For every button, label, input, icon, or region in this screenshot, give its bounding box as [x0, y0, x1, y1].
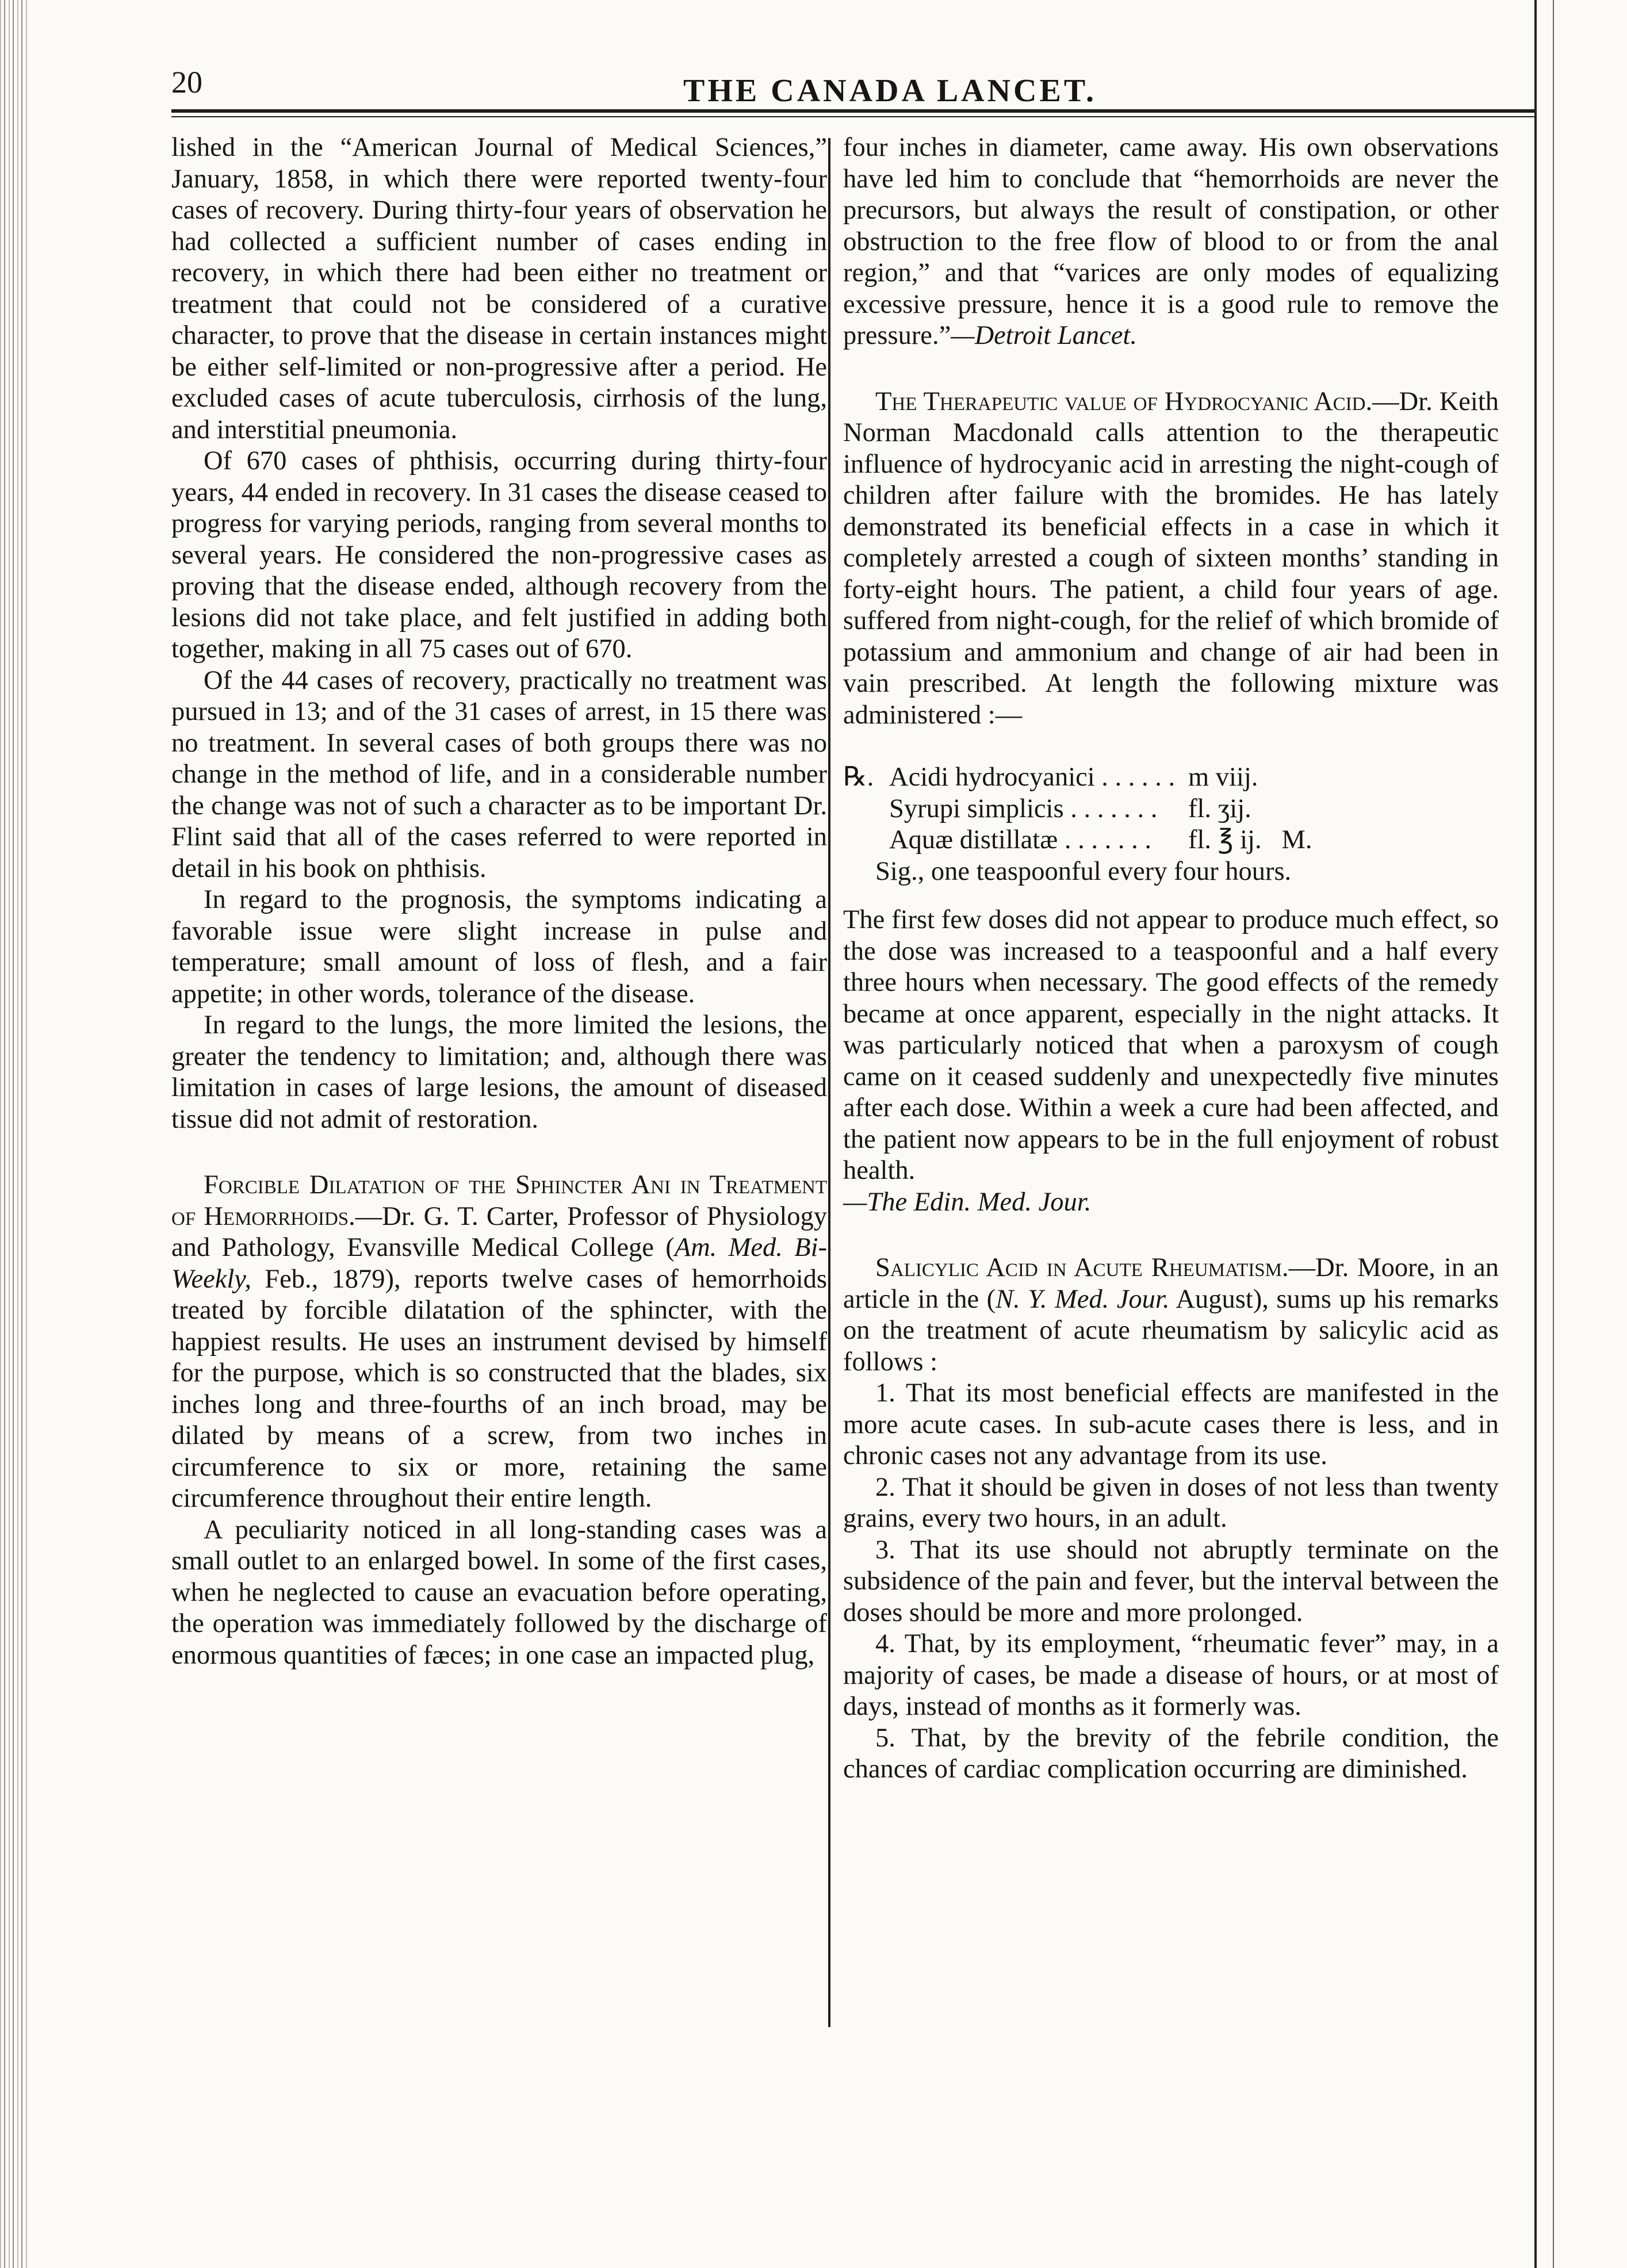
page-binding-edge — [0, 0, 28, 2268]
drug-name: Acidi hydrocyanici . . . . . . — [889, 763, 1176, 792]
drug-dose: m viij. — [1188, 763, 1258, 792]
paragraph-text: four inches in diameter, came away. His own observations have led him to conclude that “hemorrhoids are never the precursors, but always the result of constipation, or other obstruction to the free flow of blood to or from the anal region,” and that “varices are only modes of equalizing excessive pressure, hence it is a good rule to remove the pressure.” — [843, 133, 1499, 350]
running-title: THE CANADA LANCET. — [683, 73, 1097, 109]
article-hydrocyanic — [843, 386, 1499, 731]
list-item: 1. That its most beneficial effects are manifested in the more acute cases. In sub-acute cases there is less, and in chronic cases not any advantage from its use. — [843, 1378, 1499, 1470]
list-item: 2. That it should be given in doses of not less than twenty grains, every two hours, in an adult. — [843, 1472, 1499, 1533]
article-text: August), sums up his remarks on the treatment of acute rheumatism by salicylic acid as follows : — [843, 1284, 1499, 1377]
paragraph-continued — [843, 132, 1499, 352]
citation: Am. Med. Bi-Weekly, — [171, 1233, 827, 1294]
column-divider — [828, 138, 830, 2027]
drug-dose: fl. ℥ ij. M. — [1188, 825, 1312, 855]
paragraph: A peculiarity noticed in all long-standing cases was a small outlet to an enlarged bowel. In some of the first cases, when he neglected to cause an evacuation before operating, the operation was immediately followed by the discharge of enormous quantities of fæces; in one case an impacted plug, — [171, 1515, 827, 1670]
right-page-edge-line-outer — [1553, 0, 1554, 2268]
page-number: 20 — [171, 65, 202, 99]
paragraph: In regard to the lungs, the more limited the lesions, the greater the tendency to limitation; and, although there was limitation in cases of large lesions, the amount of diseased tissue did not admit of restoration. — [171, 1010, 827, 1134]
recipe-symbol: ℞. — [843, 763, 874, 792]
article-text: —Dr. G. T. Carter, Professor of Physiology and Pathology, Evansville Medical College ( — [171, 1201, 827, 1262]
article-text: —Dr. Keith Norman Macdonald calls attention to the therapeutic influence of hydrocyanic acid in arresting the night-cough of children after failure with the bromides. He has lately demonstrated its beneficial effects in a case in which it completely arrested a cough of sixteen months’ standing in forty-eight hours. The patient, a child four years of age. suffered from night-cough, for the relief of which bromide of potassium and ammonium and change of air had been in vain prescribed. At length the following mixture was administered :— — [843, 386, 1499, 730]
article-heading: The Therapeutic value of Hydrocyanic Acid. — [875, 386, 1373, 416]
prescription-line — [843, 762, 1499, 794]
citation: —The Edin. Med. Jour. — [843, 1187, 1092, 1217]
paragraph: Of the 44 cases of recovery, practically no treatment was pursued in 13; and of the 31 cases of arrest, in 15 there was no treatment. In several cases of both groups there was no change in the method of life, and in a considerable number the change was not of such a character as to be important Dr. Flint said that all of the cases referred to were reported in detail in his book on phthisis. — [171, 665, 827, 883]
article-text: Feb., 1879), reports twelve cases of hemorrhoids treated by forcible dilatation of the sphincter, with the happiest results. He uses an instrument devised by himself for the purpose, which is so constructed that the blades, six inches long and three-fourths of an inch broad, may be dilated by means of a screw, from two inches in circumference to six or more, retaining the same circumference throughout their entire length. — [171, 1264, 827, 1513]
article-hemorrhoids — [171, 1170, 827, 1515]
paragraph: Of 670 cases of phthisis, occurring during thirty-four years, 44 ended in recovery. In 31 cases the disease ceased to progress for varying periods, ranging from several months to several years. He considered the non-progressive cases as proving that the disease ended, although recovery from the lesions did not take place, and felt justified in adding both together, making in all 75 cases out of 670. — [171, 446, 827, 664]
article-salicylic — [843, 1252, 1499, 1378]
header-rule-bottom — [171, 116, 1534, 117]
prescription — [843, 762, 1499, 887]
left-column — [171, 132, 827, 1671]
citation: —Detroit Lancet. — [951, 321, 1137, 350]
list-item: 5. That, by the brevity of the febrile condition, the chances of cardiac complication occurring are diminished. — [843, 1723, 1499, 1784]
paragraph-text: The first few doses did not appear to produce much effect, so the dose was increased to a teaspoonful and a half every three hours when necessary. The good effects of the remedy became at once apparent, especially in the night attacks. It was particularly noticed that when a paroxysm of cough came on it ceased suddenly and unexpectedly five minutes after each dose. Within a week a cure had been affected, and the patient now appears to be in the full enjoyment of robust health. — [843, 905, 1499, 1185]
right-page-edge-line — [1534, 0, 1537, 2268]
drug-name: Syrupi simplicis . . . . . . . — [889, 794, 1158, 823]
header-rule-top — [171, 109, 1534, 113]
prescription-signa: Sig., one teaspoonful every four hours. — [875, 856, 1292, 886]
list-item: 4. That, by its employment, “rheumatic fever” may, in a majority of cases, be made a disease of hours, or at most of days, instead of months as it formerly was. — [843, 1629, 1499, 1721]
right-column — [843, 132, 1499, 1786]
list-item: 3. That its use should not abruptly terminate on the subsidence of the pain and fever, but the interval between the doses should be more and more prolonged. — [843, 1535, 1499, 1627]
prescription-line — [843, 794, 1499, 825]
paragraph: In regard to the prognosis, the symptoms indicating a favorable issue were slight increase in pulse and temperature; small amount of loss of flesh, and a fair appetite; in other words, tolerance of the disease. — [171, 885, 827, 1009]
drug-name: Aquæ distillatæ . . . . . . . — [889, 825, 1151, 855]
article-heading: Salicylic Acid in Acute Rheumatism. — [875, 1253, 1289, 1282]
paragraph: lished in the “American Journal of Medical Sciences,” January, 1858, in which there were reported twenty-four cases of recovery. During thirty-four years of observation he had collected a sufficient number of cases ending in recovery, in which there had been either no treatment or treatment that could not be considered of a curative character, to prove that the disease in certain instances might be either self-limited or non-progressive after a period. He excluded cases of acute tuberculosis, cirrhosis of the lung, and interstitial pneumonia. — [171, 133, 827, 445]
article-heading: Forcible Dilatation of the Sphincter Ani in Treatment of Hemorrhoids. — [171, 1170, 827, 1231]
article-text: —Dr. Moore, in an article in the ( — [843, 1253, 1499, 1314]
citation: N. Y. Med. Jour. — [996, 1284, 1170, 1314]
prescription-line — [843, 825, 1499, 856]
paragraph — [843, 905, 1499, 1218]
drug-dose: fl. ʒij. — [1188, 794, 1251, 823]
